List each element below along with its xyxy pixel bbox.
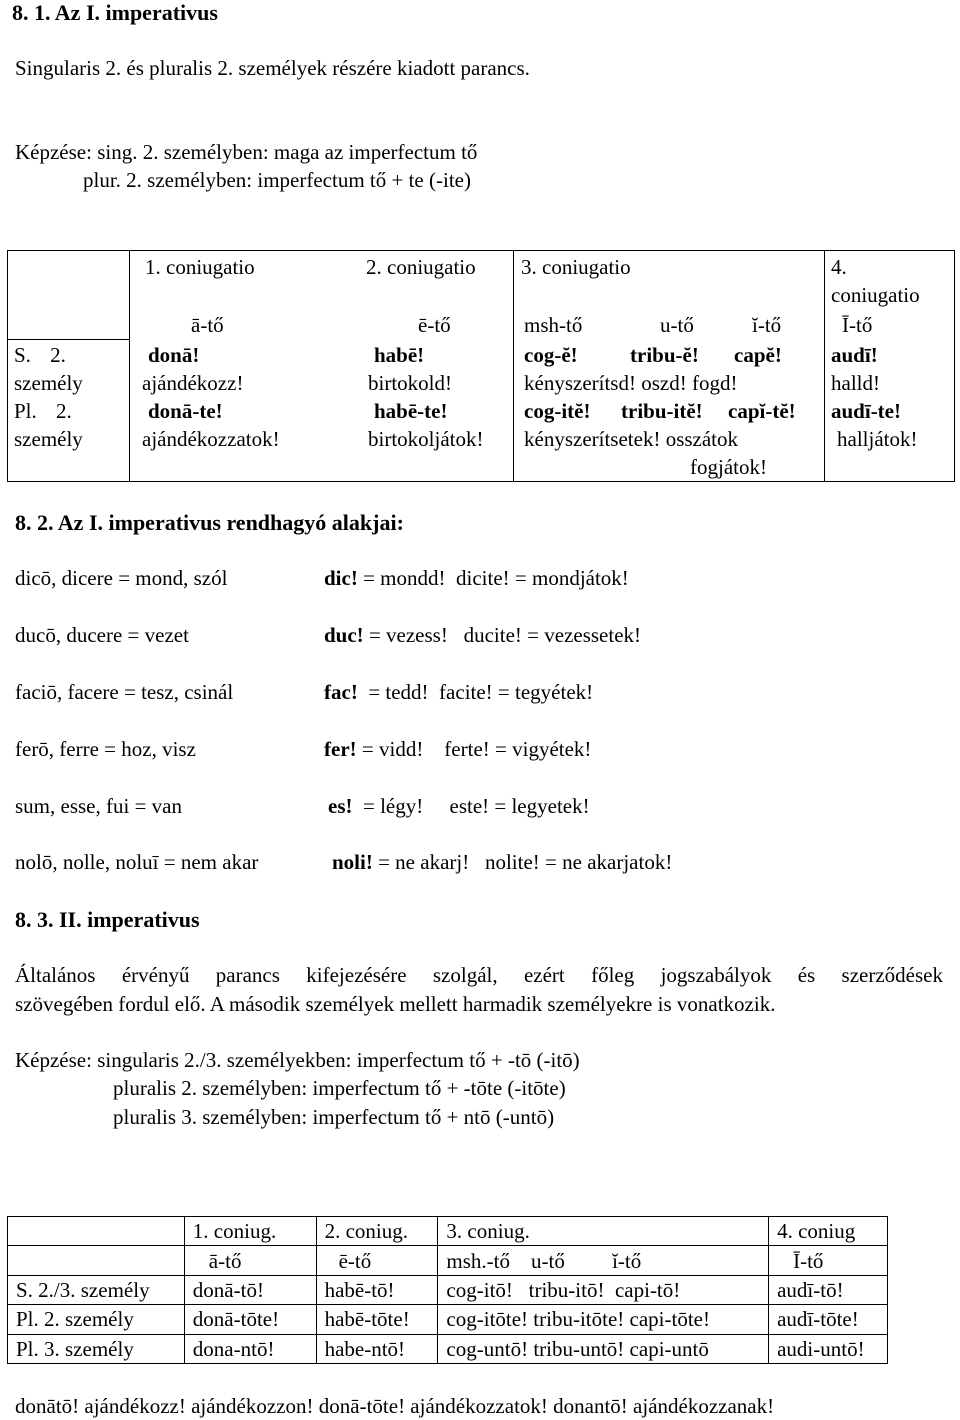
row-label-person-pl: személy bbox=[14, 427, 83, 451]
section-heading-8-2: 8. 2. Az I. imperativus rendhagyó alakjai: bbox=[15, 510, 404, 535]
table-row bbox=[8, 1275, 888, 1304]
irregular-form-duc: duc! = vezess! ducite! = vezessetek! bbox=[324, 623, 642, 647]
col-header-conj2: 2. coniugatio bbox=[366, 255, 476, 279]
row-label-person: személy bbox=[14, 371, 83, 395]
table-cell: cog-itōte! tribu-itōte! capi-tōte! bbox=[438, 1305, 769, 1334]
usage-line-2: szövegében fordul elő. A második személyek mellett harmadik személyekre is vonatkozik. bbox=[15, 992, 776, 1016]
meaning-ajandekozz: ajándékozz! bbox=[142, 371, 244, 395]
table-cell: 1. coniug. bbox=[184, 1217, 316, 1246]
section-heading-8-1: 8. 1. Az I. imperativus bbox=[12, 0, 218, 25]
irregular-form-fac: fac! = tedd! facite! = tegyétek! bbox=[324, 680, 594, 704]
meaning-ajandekozzatok: ajándékozzatok! bbox=[142, 427, 280, 451]
form-habe-te: habē-te! bbox=[374, 399, 448, 423]
table-row bbox=[8, 1246, 888, 1275]
formation-line-1: Képzése: sing. 2. személyben: maga az imperfectum tő bbox=[15, 140, 478, 164]
table-cell: audī-tōte! bbox=[769, 1305, 888, 1334]
table-cell: audi-untō! bbox=[769, 1334, 888, 1363]
table-cell: cog-itō! tribu-itō! capi-tō! bbox=[438, 1275, 769, 1304]
col-header-conj1: 1. coniugatio bbox=[145, 255, 255, 279]
stem-u: u-tő bbox=[660, 313, 694, 337]
irregular-form-es: es! = légy! este! = legyetek! bbox=[328, 794, 590, 818]
section-heading-8-3: 8. 3. II. imperativus bbox=[15, 907, 200, 932]
form-dona-te: donā-te! bbox=[148, 399, 223, 423]
table-cell: Ī-tő bbox=[769, 1246, 888, 1275]
meaning-3conj-sing: kényszerítsd! oszd! fogd! bbox=[524, 371, 738, 395]
form-dona: donā! bbox=[148, 343, 200, 367]
irregular-form-fer: fer! = vidd! ferte! = vigyétek! bbox=[324, 737, 592, 761]
table-cell: habe-ntō! bbox=[316, 1334, 438, 1363]
stem-i-short: ĭ-tő bbox=[752, 313, 782, 337]
irregular-verb-duco: ducō, ducere = vezet bbox=[15, 623, 189, 647]
irregular-verb-dico: dicō, dicere = mond, szól bbox=[15, 566, 228, 590]
form-tribu-ite: tribu-itĕ! bbox=[621, 399, 703, 423]
conjugation-table-1 bbox=[7, 250, 955, 482]
meaning-birtokoljatok: birtokoljátok! bbox=[368, 427, 484, 451]
table-cell: donā-tō! bbox=[184, 1275, 316, 1304]
table-cell: 3. coniug. bbox=[438, 1217, 769, 1246]
row-label-pl2: Pl. 2. bbox=[14, 399, 72, 423]
formation2-line-1: Képzése: singularis 2./3. személyekben: imperfectum tő + -tō (-itō) bbox=[15, 1048, 580, 1072]
meaning-birtokold: birtokold! bbox=[368, 371, 452, 395]
usage-line-1: Általános érvényű parancs kifejezésére szolgál, ezért főleg jogszabályok és szerződések bbox=[15, 963, 943, 987]
row-label-sing2: S. 2. bbox=[14, 343, 66, 367]
form-audi-te: audī-te! bbox=[831, 399, 901, 423]
col-header-conj4-num: 4. bbox=[831, 255, 847, 279]
form-cape: capĕ! bbox=[734, 343, 782, 367]
form-coge: cog-ĕ! bbox=[524, 343, 578, 367]
irregular-verb-nolo: nolō, nolle, noluī = nem akar bbox=[15, 850, 259, 874]
table-row bbox=[8, 1305, 888, 1334]
irregular-verb-sum: sum, esse, fui = van bbox=[15, 794, 182, 818]
meaning-fogjatok: fogjátok! bbox=[690, 455, 767, 479]
col-header-conj4-label: coniugatio bbox=[831, 283, 920, 307]
table-row bbox=[8, 1334, 888, 1363]
table-cell: dona-ntō! bbox=[184, 1334, 316, 1363]
table-cell bbox=[8, 1246, 185, 1275]
stem-e: ē-tő bbox=[418, 313, 451, 337]
table-cell: msh.-tő u-tő ĭ-tő bbox=[438, 1246, 769, 1275]
formation2-line-3: pluralis 3. személyben: imperfectum tő + ntō (-untō) bbox=[113, 1105, 555, 1129]
form-tribue: tribu-ĕ! bbox=[630, 343, 699, 367]
example-footer: donātō! ajándékozz! ajándékozzon! donā-tōte! ajándékozzatok! donantō! ajándékozzanak! bbox=[15, 1394, 775, 1418]
formation-line-2: plur. 2. személyben: imperfectum tő + te (-ite) bbox=[83, 168, 471, 192]
col-header-conj3: 3. coniugatio bbox=[521, 255, 631, 279]
table-cell: ē-tő bbox=[316, 1246, 438, 1275]
meaning-halld: halld! bbox=[831, 371, 880, 395]
irregular-form-dic: dic! = mondd! dicite! = mondjátok! bbox=[324, 566, 629, 590]
form-habe: habē! bbox=[374, 343, 425, 367]
table-cell: S. 2./3. személy bbox=[8, 1275, 185, 1304]
table-cell: cog-untō! tribu-untō! capi-untō bbox=[438, 1334, 769, 1363]
table-cell: audī-tō! bbox=[769, 1275, 888, 1304]
definition-text: Singularis 2. és pluralis 2. személyek részére kiadott parancs. bbox=[15, 56, 530, 80]
formation2-line-2: pluralis 2. személyben: imperfectum tő + -tōte (-itōte) bbox=[113, 1076, 566, 1100]
table-cell bbox=[8, 1217, 185, 1246]
table-cell: 4. coniug bbox=[769, 1217, 888, 1246]
table-cell: habē-tōte! bbox=[316, 1305, 438, 1334]
table-row bbox=[8, 1217, 888, 1246]
form-capi-te: capĭ-tĕ! bbox=[728, 399, 796, 423]
stem-i-long: Ī-tő bbox=[842, 313, 873, 337]
table-cell: ā-tő bbox=[184, 1246, 316, 1275]
stem-consonant: msh-tő bbox=[524, 313, 583, 337]
irregular-verb-facio: faciō, facere = tesz, csinál bbox=[15, 680, 234, 704]
irregular-verb-fero: ferō, ferre = hoz, visz bbox=[15, 737, 196, 761]
table-cell: 2. coniug. bbox=[316, 1217, 438, 1246]
irregular-form-noli: noli! = ne akarj! nolite! = ne akarjatok! bbox=[332, 850, 673, 874]
meaning-halljatok: halljátok! bbox=[837, 427, 918, 451]
table-cell: Pl. 3. személy bbox=[8, 1334, 185, 1363]
meaning-3conj-pl: kényszerítsetek! osszátok bbox=[524, 427, 739, 451]
table-cell: Pl. 2. személy bbox=[8, 1305, 185, 1334]
form-cog-ite: cog-itĕ! bbox=[524, 399, 591, 423]
table-cell: habē-tō! bbox=[316, 1275, 438, 1304]
table-cell: donā-tōte! bbox=[184, 1305, 316, 1334]
form-audi: audī! bbox=[831, 343, 878, 367]
stem-a: ā-tő bbox=[191, 313, 224, 337]
conjugation-table-2 bbox=[7, 1216, 888, 1364]
